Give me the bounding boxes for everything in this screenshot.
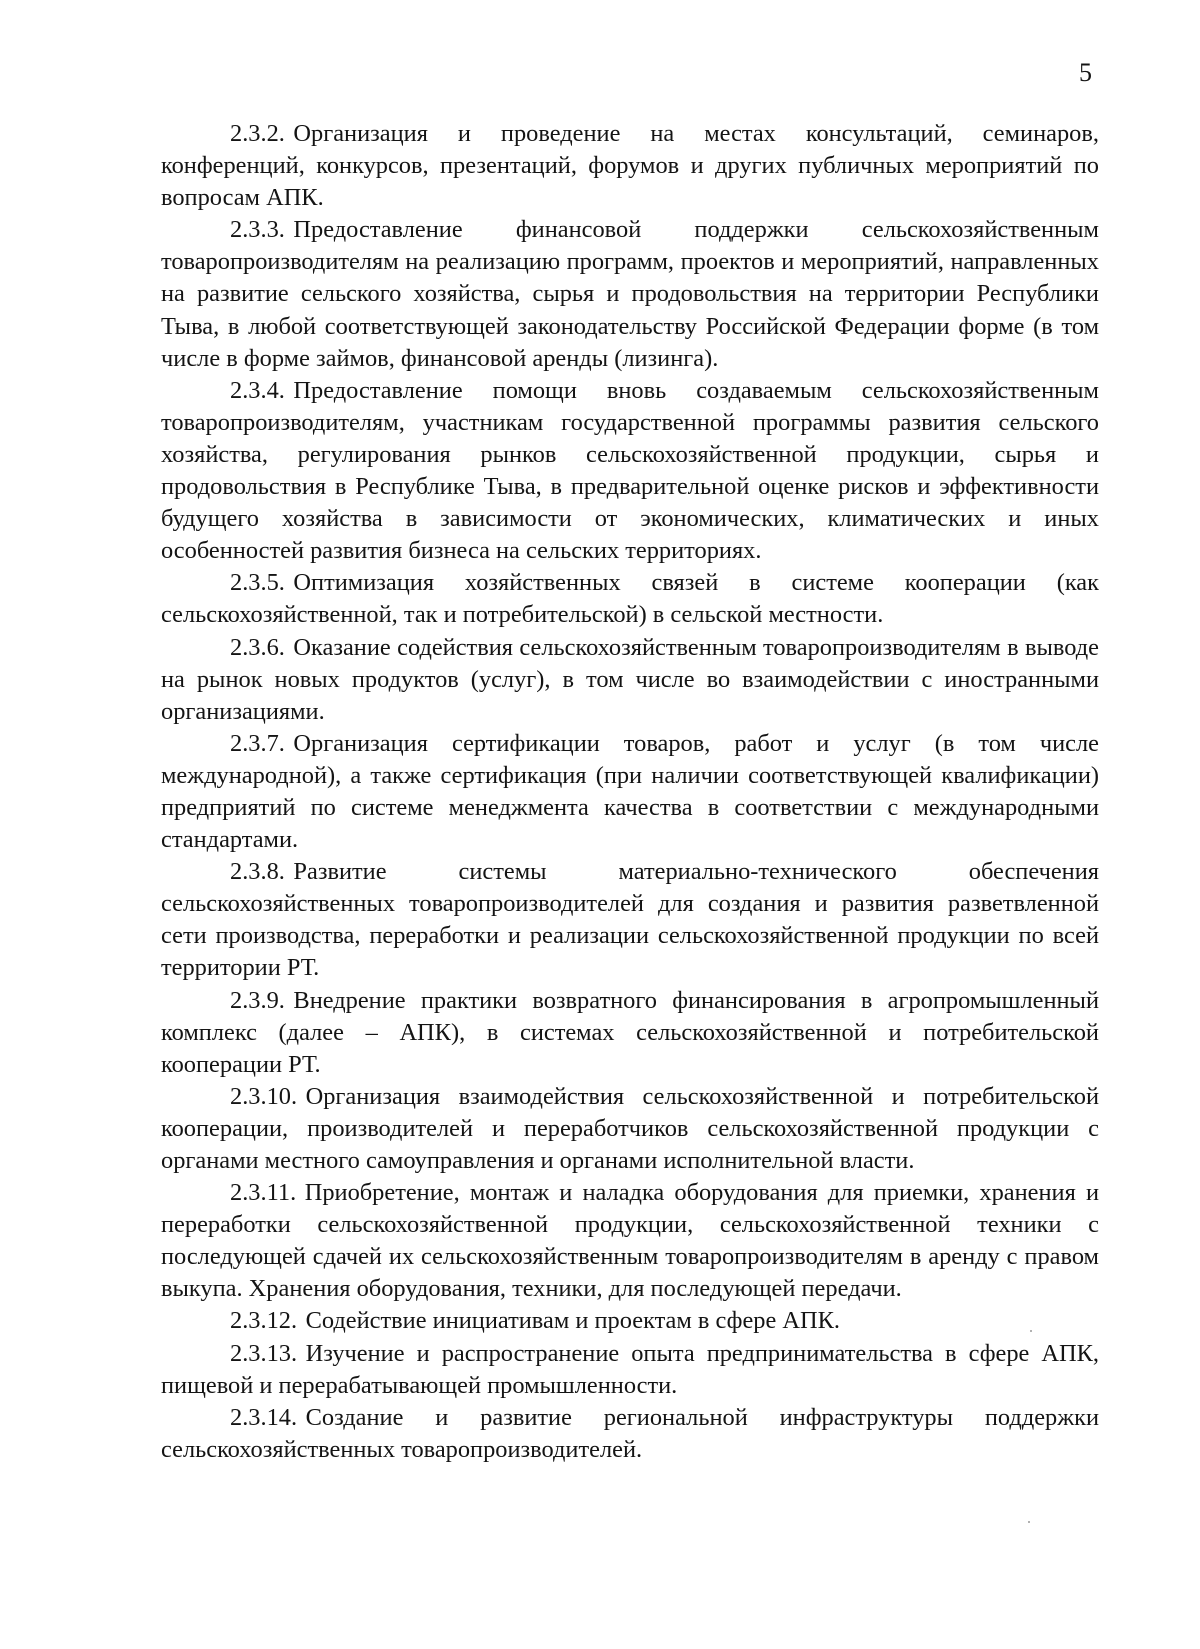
paragraph-number: 2.3.11. xyxy=(230,1179,297,1207)
paragraph-text: Организация и проведение на местах консультаций, семинаров, конференций, конкурсов, презентаций, форумов и других публичных мероприятий по вопросам АПК. xyxy=(161,120,1099,212)
paragraph-2-3-7 xyxy=(161,728,1099,856)
scan-speck xyxy=(1028,1521,1030,1523)
paragraph-text: Оптимизация хозяйственных связей в системе кооперации (как сельскохозяйственной, так и потребительской) в сельской местности. xyxy=(161,569,1099,629)
paragraph-text: Приобретение, монтаж и наладка оборудования для приемки, хранения и переработки сельскохозяйственной продукции, сельскохозяйственной техники с последующей сдачей их сельскохозяйственным товаропроизводителям в аренду с правом выкупа. Хранения оборудования, техники, для последующей передачи. xyxy=(161,1179,1099,1303)
paragraph-number: 2.3.6. xyxy=(230,633,285,661)
paragraph-2-3-10 xyxy=(161,1081,1099,1177)
paragraph-number: 2.3.4. xyxy=(230,376,285,404)
paragraph-text: Внедрение практики возвратного финансирования в агропромышленный комплекс (далее – АПК), в системах сельскохозяйственной и потребительской кооперации РТ. xyxy=(161,986,1099,1078)
paragraph-2-3-13 xyxy=(161,1338,1099,1402)
paragraph-text: Изучение и распространение опыта предпринимательства в сфере АПК, пищевой и перерабатывающей промышленности. xyxy=(161,1339,1099,1399)
paragraph-2-3-6 xyxy=(161,632,1099,728)
paragraph-number: 2.3.3. xyxy=(230,216,285,244)
paragraph-2-3-5 xyxy=(161,567,1099,631)
paragraph-number: 2.3.14. xyxy=(230,1403,298,1431)
paragraph-number: 2.3.2. xyxy=(230,120,285,147)
paragraph-2-3-2 xyxy=(161,118,1099,214)
page-number: 5 xyxy=(1079,58,1092,87)
paragraph-number: 2.3.7. xyxy=(230,729,285,757)
paragraph-text: Развитие системы материально-технического обеспечения сельскохозяйственных товаропроизводителей для создания и развития разветвленной сети производства, переработки и реализации сельскохозяйственной продукции по всей территории РТ. xyxy=(161,858,1099,982)
paragraph-2-3-11 xyxy=(161,1177,1099,1305)
paragraph-2-3-9 xyxy=(161,985,1099,1081)
paragraph-text: Предоставление финансовой поддержки сельскохозяйственным товаропроизводителям на реализацию программ, проектов и мероприятий, направленных на развитие сельского хозяйства, сырья и продовольствия на территории Республики Тыва, в любой соответствующей законодательству Российской Федерации форме (в том числе в форме займов, финансовой аренды (лизинга). xyxy=(161,216,1099,372)
paragraph-2-3-8 xyxy=(161,856,1099,984)
paragraph-text: Содействие инициативам и проектам в сфере АПК. xyxy=(305,1307,840,1335)
paragraph-number: 2.3.12. xyxy=(230,1307,298,1335)
paragraph-number: 2.3.13. xyxy=(230,1339,298,1367)
paragraph-number: 2.3.5. xyxy=(230,569,285,597)
paragraph-text: Предоставление помощи вновь создаваемым сельскохозяйственным товаропроизводителям, участникам государственной программы развития сельского хозяйства, регулирования рынков сельскохозяйственной продукции, сырья и продовольствия в Республике Тыва, в предварительной оценке рисков и эффективности будущего хозяйства в зависимости от экономических, климатических и иных особенностей развития бизнеса на сельских территориях. xyxy=(161,376,1099,565)
paragraph-number: 2.3.10. xyxy=(230,1082,298,1110)
paragraph-2-3-4 xyxy=(161,375,1099,568)
paragraph-2-3-3 xyxy=(161,214,1099,374)
document-body xyxy=(161,118,1099,1466)
paragraph-text: Создание и развитие региональной инфраструктуры поддержки сельскохозяйственных товаропроизводителей. xyxy=(161,1403,1099,1463)
paragraph-text: Организация сертификации товаров, работ и услуг (в том числе международной), а также сертификация (при наличии соответствующей квалификации) предприятий по системе менеджмента качества в соответствии с международными стандартами. xyxy=(161,729,1099,854)
paragraph-2-3-14 xyxy=(161,1402,1099,1466)
paragraph-text: Организация взаимодействия сельскохозяйственной и потребительской кооперации, производителей и переработчиков сельскохозяйственной продукции с органами местного самоуправления и органами исполнительной власти. xyxy=(161,1082,1099,1174)
paragraph-number: 2.3.8. xyxy=(230,858,285,886)
paragraph-text: Оказание содействия сельскохозяйственным товаропроизводителям в выводе на рынок новых продуктов (услуг), в том числе во взаимодействии с иностранными организациями. xyxy=(161,633,1099,725)
paragraph-number: 2.3.9. xyxy=(230,986,285,1014)
paragraph-2-3-12 xyxy=(161,1305,1099,1337)
scan-speck xyxy=(1030,1330,1032,1332)
